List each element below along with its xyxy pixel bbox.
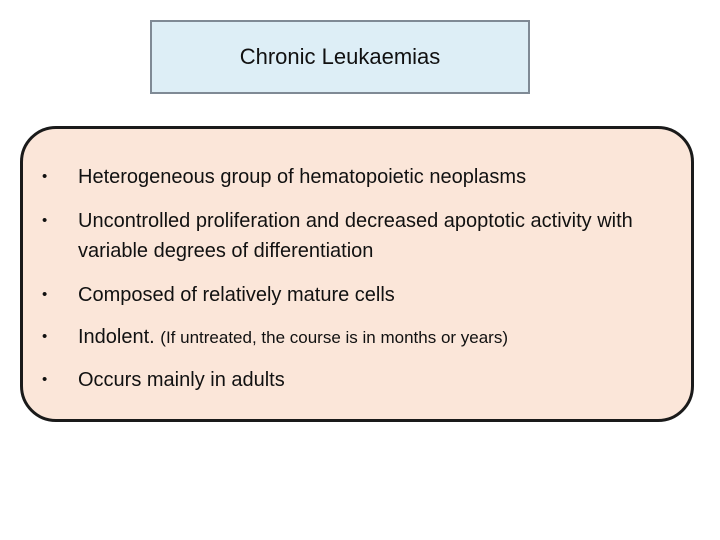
bullet-icon: • [42,212,48,229]
bullet-icon: • [42,168,48,185]
bullet-text: Heterogeneous group of hematopoietic neoplasms [78,166,527,188]
bullet-text: Uncontrolled proliferation and decreased apoptotic activity with variable degrees of differentiation [78,210,633,262]
bullet-text: Indolent. [78,326,161,348]
bullet-note: (If untreated, the course is in months or years) [160,328,509,347]
bullet-icon: • [42,371,48,388]
content-box [20,126,694,422]
bullet-icon: • [42,328,48,345]
bullet-text: Occurs mainly in adults [78,369,285,391]
bullet-text-with-note [78,322,671,353]
bullet-text: Composed of relatively mature cells [78,284,395,306]
slide-title: Chronic Leukaemias [239,44,441,69]
bullet-icon: • [42,286,48,303]
title-box [150,20,530,94]
